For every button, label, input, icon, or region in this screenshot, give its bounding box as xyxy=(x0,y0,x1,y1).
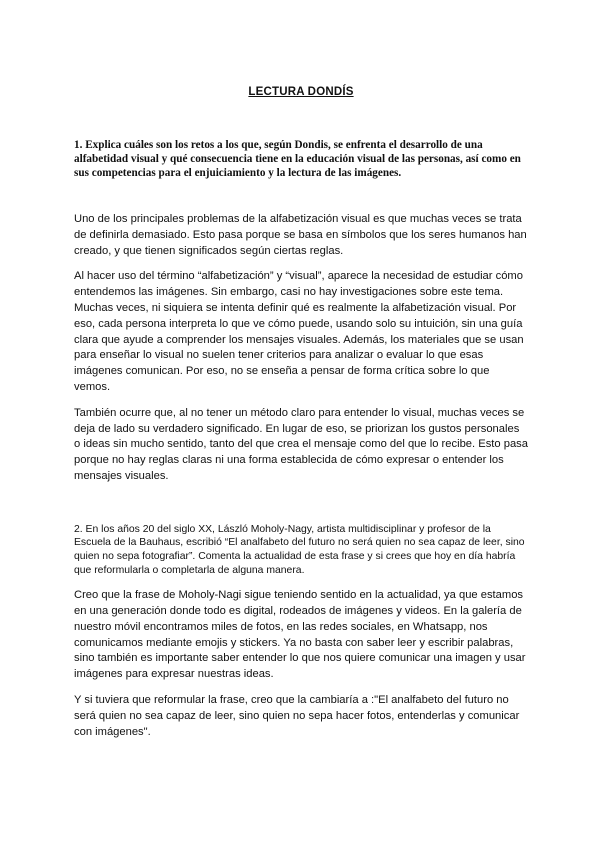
question-1: 1. Explica cuáles son los retos a los que, según Dondis, se enfrenta el desarrollo de una alfabetidad visual y qué consecuencia tiene en la educación visual de las personas, así como en sus competencias para el enjuiciamiento y la lectura de las imágenes. xyxy=(74,139,521,179)
section-spacer xyxy=(74,495,528,523)
answer-1-paragraph-2: Al hacer uso del término “alfabetización” y “visual”, aparece la necesidad de estudiar cómo entendemos las imágenes. Sin embargo, casi no hay investigaciones sobre este tema. Muchas veces, ni siquiera se intenta definir qué es realmente la alfabetización visual. Por eso, cada persona interpreta lo que ve cómo puede, usando solo su intuición, sin una guía clara que ayude a comprender los mensajes visuales. Además, los materiales que se usan para enseñar lo visual no suelen tener criterios para analizar o evaluar lo que esas imágenes comunican. Por eso, no se enseña a pensar de forma crítica sobre lo que vemos. xyxy=(74,270,524,393)
answer-1-paragraph-1: Uno de los principales problemas de la alfabetización visual es que muchas veces se trata de definirla demasiado. Esto pasa porque se basa en símbolos que los seres humanos han creado, y que tienen significados según ciertas reglas. xyxy=(74,213,527,257)
answer-2-paragraph-2: Y si tuviera que reformular la frase, creo que la cambiaría a :"El analfabeto del futuro no será quien no sea capaz de leer, sino quien no sepa hacer fotos, entenderlas y comunicar con imágenes". xyxy=(74,693,520,738)
question-2: 2. En los años 20 del siglo XX, László Moholy-Nagy, artista multidisciplinar y profesor de la Escuela de la Bauhaus, escribió “El analfabeto del futuro no será quien no sea capaz de leer, sino quien no sepa fotografiar”. Comenta la actualidad de esta frase y si crees que hoy en día habría que reformularla o completarla de alguna manera. xyxy=(74,523,525,576)
document-title: LECTURA DONDÍS xyxy=(248,86,354,98)
answer-2-paragraph-1: Creo que la frase de Moholy-Nagi sigue teniendo sentido en la actualidad, ya que estamos en una generación donde todo es digital, rodeados de imágenes y videos. En la galería de nuestro móvil encontramos miles de fotos, en las redes sociales, en Whatsapp, nos comunicamos mediante emojis y stickers. Ya no basta con saber leer y escribir palabras, sino también es importante saber entender lo que nos quiere comunicar una imagen y usar imágenes para expresar nuestras ideas. xyxy=(74,589,526,681)
answer-1-paragraph-3: También ocurre que, al no tener un método claro para entender lo visual, muchas veces se deja de lado su verdadero significado. En lugar de eso, se priorizan los gustos personales o ideas sin mucho sentido, tanto del que crea el mensaje como del que lo recibe. Esto pasa porque no hay reglas claras ni una forma establecida de cómo expresar o entender los mensajes visuales. xyxy=(74,406,528,482)
